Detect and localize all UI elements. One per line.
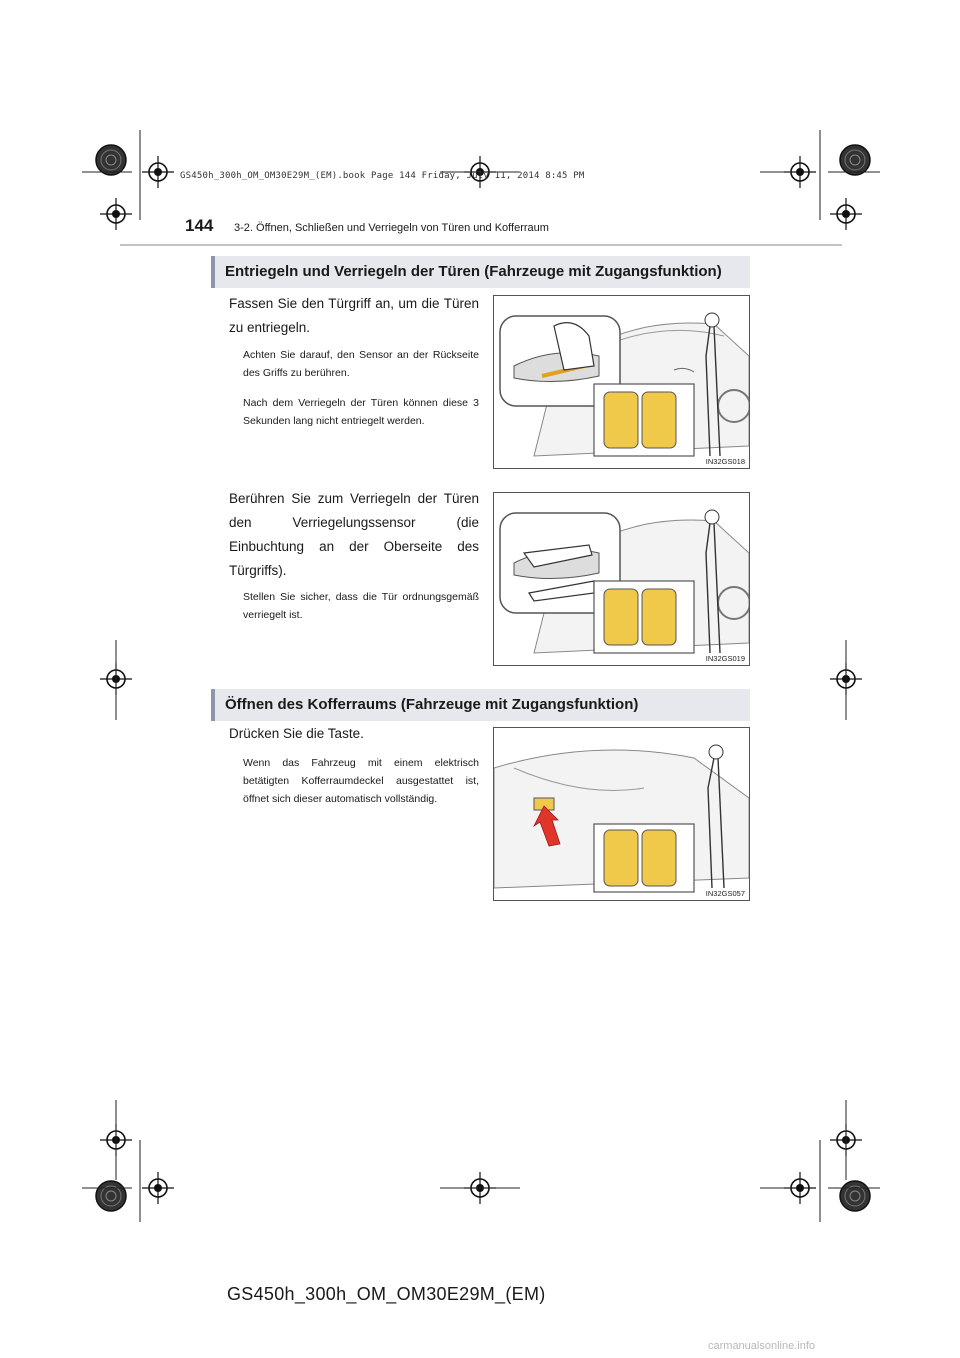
section-heading-text: Öffnen des Kofferraums (Fahrzeuge mit Zugangsfunktion) <box>225 696 639 713</box>
section-title: 3-2. Öffnen, Schließen und Verriegeln von Türen und Kofferraum <box>234 222 549 234</box>
note-text: Wenn das Fahrzeug mit einem elektrisch betätigten Kofferraumdeckel ausgestattet ist, öffnet sich dieser automatisch vollständig. <box>243 757 479 805</box>
figure-code: IN32GS057 <box>705 889 745 898</box>
instruction-text: Berühren Sie zum Verriegeln der Türen den Verriegelungssensor (die Einbuchtung an der Oberseite des Türgriffs). <box>229 491 479 578</box>
car-door-handle-illustration <box>494 296 750 469</box>
instruction-text: Fassen Sie den Türgriff an, um die Türen zu entriegeln. <box>229 296 479 335</box>
header-rule <box>120 244 842 246</box>
section-heading <box>211 689 750 721</box>
illustration-door-lock <box>493 492 750 666</box>
illustration-trunk-open <box>493 727 750 901</box>
trunk-button-illustration <box>494 728 750 901</box>
section-heading-text: Entriegeln und Verriegeln der Türen (Fahrzeuge mit Zugangsfunktion) <box>225 263 722 280</box>
car-door-lock-illustration <box>494 493 750 666</box>
instruction-text: Drücken Sie die Taste. <box>229 726 364 741</box>
note-text: Stellen Sie sicher, dass die Tür ordnungsgemäß verriegelt ist. <box>243 591 479 621</box>
figure-code: IN32GS019 <box>705 654 745 663</box>
book-file-header: GS450h_300h_OM_OM30E29M_(EM).book Page 144 Friday, July 11, 2014 8:45 PM <box>180 171 585 181</box>
illustration-door-unlock <box>493 295 750 469</box>
page-number: 144 <box>185 216 214 235</box>
section-heading <box>211 256 750 288</box>
note-text: Nach dem Verriegeln der Türen können diese 3 Sekunden lang nicht entriegelt werden. <box>243 397 479 427</box>
note-text: Achten Sie darauf, den Sensor an der Rückseite des Griffs zu berühren. <box>243 349 479 379</box>
figure-code: IN32GS018 <box>705 457 745 466</box>
watermark: carmanualsonline.info <box>708 1340 816 1352</box>
footer-code: GS450h_300h_OM_OM30E29M_(EM) <box>227 1284 546 1304</box>
